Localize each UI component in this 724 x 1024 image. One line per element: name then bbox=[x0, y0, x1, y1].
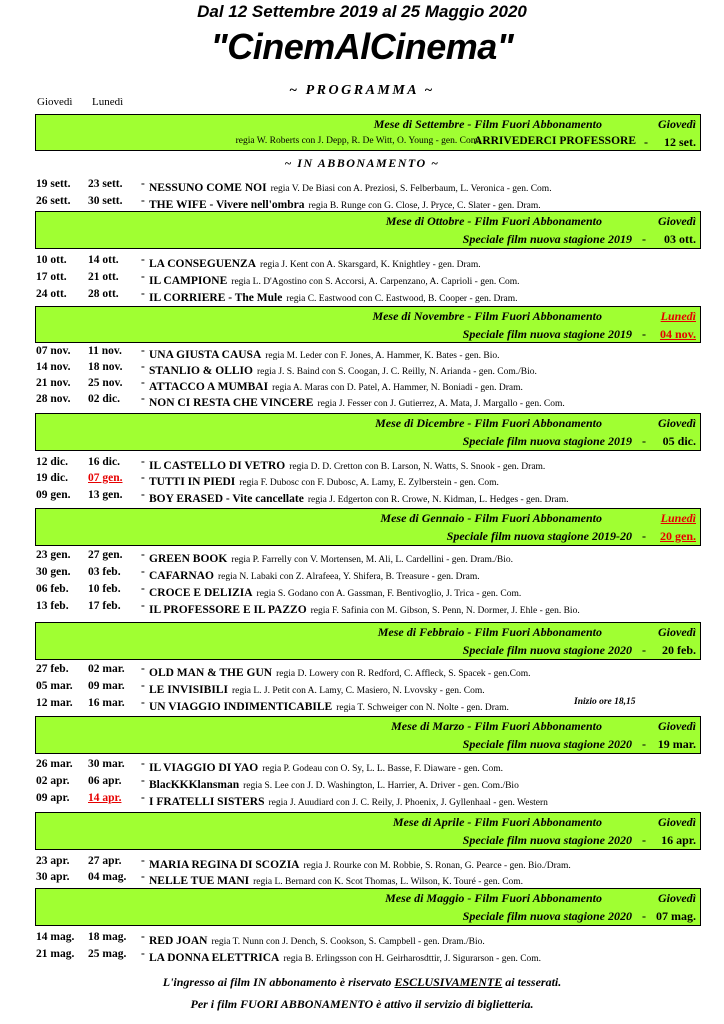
lunedi-date: 30 sett. bbox=[88, 195, 123, 207]
film-title: CAFARNAO bbox=[149, 570, 214, 582]
row-separator: - bbox=[141, 680, 145, 692]
month-speciale: Speciale film nuova stagione 2019 bbox=[462, 327, 632, 341]
month-day: Giovedì bbox=[658, 214, 696, 228]
row-separator: - bbox=[141, 288, 145, 300]
month-heading: Mese di Febbraio - Film Fuori Abbonamento bbox=[377, 625, 602, 639]
lunedi-date: 04 mag. bbox=[88, 871, 127, 883]
film-entry bbox=[149, 931, 485, 949]
row-separator: - bbox=[141, 549, 145, 561]
row-separator: - bbox=[141, 697, 145, 709]
month-speciale: Speciale film nuova stagione 2020 bbox=[462, 643, 632, 657]
giovedi-date: 10 ott. bbox=[36, 254, 67, 266]
film-detail: regia J. S. Baind con S. Coogan, J. C. Reilly, N. Arianda - gen. Com./Bio. bbox=[256, 367, 537, 377]
film-title: TUTTI IN PIEDI bbox=[149, 476, 236, 488]
film-detail: regia J. Rourke con M. Robbie, S. Ronan, G. Pearce - gen. Bio./Dram. bbox=[303, 861, 571, 871]
row-separator: - bbox=[141, 663, 145, 675]
month-speciale: Speciale film nuova stagione 2019 bbox=[462, 232, 632, 246]
lunedi-date: 27 apr. bbox=[88, 855, 122, 867]
film-detail: regia A. Maras con D. Patel, A. Hammer, N. Boniadi - gen. Dram. bbox=[272, 383, 523, 393]
film-title: ATTACCO A MUMBAI bbox=[149, 381, 269, 393]
lunedi-date: 11 nov. bbox=[88, 345, 122, 357]
film-title: NON CI RESTA CHE VINCERE bbox=[149, 397, 314, 409]
film-title: UNA GIUSTA CAUSA bbox=[149, 349, 262, 361]
giovedi-date: 24 ott. bbox=[36, 288, 67, 300]
row-separator: - bbox=[141, 775, 145, 787]
month-date: 19 mar. bbox=[657, 737, 696, 751]
lunedi-date: 14 ott. bbox=[88, 254, 119, 266]
month-separator: - bbox=[642, 737, 646, 751]
month-date: 04 nov. bbox=[659, 327, 696, 341]
row-separator: - bbox=[141, 472, 145, 484]
film-title: I FRATELLI SISTERS bbox=[149, 796, 265, 808]
month-day: Lunedì bbox=[660, 511, 696, 525]
film-entry bbox=[149, 566, 480, 584]
month-day: Giovedì bbox=[658, 416, 696, 430]
row-separator: - bbox=[141, 456, 145, 468]
footer-emphasis: ESCLUSIVAMENTE bbox=[394, 975, 503, 989]
film-entry bbox=[149, 254, 481, 272]
giovedi-date: 14 nov. bbox=[36, 361, 71, 373]
row-separator: - bbox=[141, 393, 145, 405]
giovedi-date: 12 mar. bbox=[36, 697, 73, 709]
film-detail: regia F. Safinia con M. Gibson, S. Penn, N. Dormer, J. Ehle - gen. Bio. bbox=[310, 606, 580, 616]
month-box-gennaio bbox=[35, 508, 701, 546]
month-film-title: ARRIVEDERCI PROFESSORE bbox=[474, 135, 636, 147]
film-entry bbox=[149, 178, 552, 196]
month-heading: Mese di Maggio - Film Fuori Abbonamento bbox=[385, 891, 602, 905]
footer-text: L'ingresso ai film IN abbonamento è riservato bbox=[162, 975, 392, 989]
film-title: UN VIAGGIO INDIMENTICABILE bbox=[149, 701, 333, 713]
month-date: 07 mag. bbox=[656, 909, 696, 923]
film-entry bbox=[149, 871, 523, 889]
giovedi-date: 21 nov. bbox=[36, 377, 71, 389]
lunedi-date: 02 dic. bbox=[88, 393, 120, 405]
film-detail: regia S. Godano con A. Gassman, F. Bentivoglio, J. Trica - gen. Com. bbox=[256, 589, 522, 599]
month-speciale: Speciale film nuova stagione 2019 bbox=[462, 434, 632, 448]
giovedi-date: 23 apr. bbox=[36, 855, 70, 867]
film-title: IL CORRIERE - The Mule bbox=[149, 292, 283, 304]
film-detail: regia P. Farrelly con V. Mortensen, M. Ali, L. Cardellini - gen. Dram./Bio. bbox=[231, 555, 513, 565]
lunedi-date: 18 mag. bbox=[88, 931, 127, 943]
film-detail: regia B. Runge con G. Close, J. Pryce, C. Slater - gen. Dram. bbox=[308, 201, 541, 211]
giovedi-date: 23 gen. bbox=[36, 549, 71, 561]
month-box-febbraio bbox=[35, 622, 701, 660]
giovedi-date: 06 feb. bbox=[36, 583, 69, 595]
film-title: RED JOAN bbox=[149, 935, 208, 947]
giovedi-date: 05 mar. bbox=[36, 680, 73, 692]
film-title: IL VIAGGIO DI YAO bbox=[149, 762, 259, 774]
film-entry bbox=[149, 489, 568, 507]
film-entry bbox=[149, 663, 531, 681]
giovedi-date: 09 apr. bbox=[36, 792, 70, 804]
film-detail: regia B. Erlingsson con H. Geirharosdttir, J. Sigurarson - gen. Com. bbox=[283, 954, 542, 964]
row-separator: - bbox=[141, 792, 145, 804]
giovedi-date: 09 gen. bbox=[36, 489, 71, 501]
film-entry bbox=[149, 758, 503, 776]
row-separator: - bbox=[141, 566, 145, 578]
film-title: IL CAMPIONE bbox=[149, 275, 228, 287]
film-title: GREEN BOOK bbox=[149, 553, 228, 565]
row-separator: - bbox=[141, 254, 145, 266]
giovedi-date: 27 feb. bbox=[36, 663, 69, 675]
month-box-maggio bbox=[35, 888, 701, 926]
footer-note-biglietteria: Per i film FUORI ABBONAMENTO è attivo il servizio di biglietteria. bbox=[190, 997, 534, 1011]
column-header-giovedi: Giovedì bbox=[37, 96, 73, 108]
film-detail: regia S. Lee con J. D. Washington, L. Harrier, A. Driver - gen. Com./Bio bbox=[243, 781, 519, 791]
month-speciale: Speciale film nuova stagione 2020 bbox=[462, 737, 632, 751]
lunedi-date: 07 gen. bbox=[88, 472, 123, 484]
film-detail: regia T. Nunn con J. Dench, S. Cookson, S. Campbell - gen. Dram./Bio. bbox=[211, 937, 485, 947]
film-entry bbox=[149, 697, 509, 715]
lunedi-date: 23 sett. bbox=[88, 178, 123, 190]
film-title: NESSUNO COME NOI bbox=[149, 182, 267, 194]
film-entry bbox=[149, 792, 548, 810]
row-separator: - bbox=[141, 377, 145, 389]
month-separator: - bbox=[642, 327, 646, 341]
month-speciale: Speciale film nuova stagione 2019-20 bbox=[446, 529, 632, 543]
film-title: BOY ERASED - Vite cancellate bbox=[149, 493, 304, 505]
month-heading: Mese di Gennaio - Film Fuori Abbonamento bbox=[380, 511, 602, 525]
giovedi-date: 21 mag. bbox=[36, 948, 75, 960]
giovedi-date: 13 feb. bbox=[36, 600, 69, 612]
film-entry bbox=[149, 549, 513, 567]
film-detail: regia D. D. Cretton con B. Larson, N. Watts, S. Snook - gen. Dram. bbox=[289, 462, 546, 472]
row-separator: - bbox=[141, 931, 145, 943]
row-separator: - bbox=[141, 195, 145, 207]
film-detail: regia J. Auudiard con J. C. Reily, J. Phoenix, J. Gyllenhaal - gen. Western bbox=[268, 798, 548, 808]
month-day: Giovedì bbox=[658, 815, 696, 829]
month-separator: - bbox=[642, 434, 646, 448]
row-separator: - bbox=[141, 489, 145, 501]
abbonamento-heading: ~ IN ABBONAMENTO ~ bbox=[284, 156, 440, 170]
film-entry bbox=[149, 600, 580, 618]
film-detail: regia V. De Biasi con A. Preziosi, S. Felberbaum, L. Veronica - gen. Com. bbox=[270, 184, 552, 194]
row-separator: - bbox=[141, 583, 145, 595]
film-detail: regia J. Kent con A. Skarsgard, K. Knightley - gen. Dram. bbox=[260, 260, 481, 270]
giovedi-date: 17 ott. bbox=[36, 271, 67, 283]
month-separator: - bbox=[642, 909, 646, 923]
page-title: "CinemAlCinema" bbox=[210, 26, 514, 67]
row-separator: - bbox=[141, 871, 145, 883]
film-entry bbox=[149, 195, 541, 213]
giovedi-date: 28 nov. bbox=[36, 393, 71, 405]
month-speciale: Speciale film nuova stagione 2020 bbox=[462, 833, 632, 847]
film-title: OLD MAN & THE GUN bbox=[149, 667, 273, 679]
film-entry bbox=[149, 775, 519, 793]
month-date: 20 feb. bbox=[662, 643, 696, 657]
month-date: 12 set. bbox=[664, 135, 696, 149]
month-heading: Mese di Marzo - Film Fuori Abbonamento bbox=[391, 719, 602, 733]
lunedi-date: 06 apr. bbox=[88, 775, 122, 787]
lunedi-date: 25 mag. bbox=[88, 948, 127, 960]
row-separator: - bbox=[141, 948, 145, 960]
month-box-novembre bbox=[35, 306, 701, 343]
month-day: Giovedì bbox=[658, 891, 696, 905]
lunedi-date: 10 feb. bbox=[88, 583, 121, 595]
month-separator: - bbox=[642, 643, 646, 657]
programma-heading: ~ PROGRAMMA ~ bbox=[289, 83, 435, 98]
lunedi-date: 21 ott. bbox=[88, 271, 119, 283]
lunedi-date: 28 ott. bbox=[88, 288, 119, 300]
giovedi-date: 14 mag. bbox=[36, 931, 75, 943]
month-box-ottobre bbox=[35, 211, 701, 249]
film-entry bbox=[149, 472, 499, 490]
lunedi-date: 25 nov. bbox=[88, 377, 123, 389]
film-title: IL CASTELLO DI VETRO bbox=[149, 460, 286, 472]
month-separator: - bbox=[642, 529, 646, 543]
month-day: Giovedì bbox=[658, 719, 696, 733]
film-detail: regia J. Edgerton con R. Crowe, N. Kidman, L. Hedges - gen. Dram. bbox=[307, 495, 569, 505]
film-title: LA CONSEGUENZA bbox=[149, 258, 257, 270]
month-film-detail: regia W. Roberts con J. Depp, R. De Witt, O. Young - gen. Com. - bbox=[235, 136, 486, 146]
lunedi-date: 03 feb. bbox=[88, 566, 121, 578]
row-separator: - bbox=[141, 361, 145, 373]
film-title: STANLIO & OLLIO bbox=[149, 365, 253, 377]
lunedi-date: 16 mar. bbox=[88, 697, 125, 709]
film-detail: regia L. J. Petit con A. Lamy, C. Masiero, N. Lvovsky - gen. Com. bbox=[231, 686, 485, 696]
film-detail: regia P. Godeau con O. Sy, L. L. Basse, F. Diaware - gen. Com. bbox=[262, 764, 504, 774]
lunedi-date: 27 gen. bbox=[88, 549, 123, 561]
month-heading: Mese di Settembre - Film Fuori Abbonamento bbox=[373, 117, 602, 131]
giovedi-date: 26 mar. bbox=[36, 758, 73, 770]
month-heading: Mese di Dicembre - Film Fuori Abbonamento bbox=[375, 416, 602, 430]
month-separator: - bbox=[642, 833, 646, 847]
film-detail: regia J. Fesser con J. Gutierrez, A. Mata, J. Margallo - gen. Com. bbox=[317, 399, 565, 409]
film-title: NELLE TUE MANI bbox=[149, 875, 250, 887]
film-detail: regia C. Eastwood con C. Eastwood, B. Cooper - gen. Dram. bbox=[286, 294, 518, 304]
giovedi-date: 30 apr. bbox=[36, 871, 70, 883]
row-separator: - bbox=[141, 855, 145, 867]
lunedi-date: 13 gen. bbox=[88, 489, 123, 501]
film-title: LE INVISIBILI bbox=[149, 684, 228, 696]
lunedi-date: 17 feb. bbox=[88, 600, 121, 612]
month-day: Giovedì bbox=[658, 625, 696, 639]
month-day: Lunedì bbox=[660, 309, 696, 323]
giovedi-date: 07 nov. bbox=[36, 345, 71, 357]
lunedi-date: 18 nov. bbox=[88, 361, 123, 373]
row-separator: - bbox=[141, 178, 145, 190]
giovedi-date: 30 gen. bbox=[36, 566, 71, 578]
column-header-lunedi: Lunedì bbox=[92, 96, 124, 108]
giovedi-date: 12 dic. bbox=[36, 456, 68, 468]
month-box-dicembre bbox=[35, 413, 701, 451]
film-title: MARIA REGINA DI SCOZIA bbox=[149, 859, 300, 871]
row-separator: - bbox=[141, 600, 145, 612]
film-detail: regia L. Bernard con K. Scot Thomas, L. Wilson, K. Touré - gen. Com. bbox=[253, 877, 524, 887]
lunedi-date: 30 mar. bbox=[88, 758, 125, 770]
month-heading: Mese di Aprile - Film Fuori Abbonamento bbox=[392, 815, 602, 829]
film-title: CROCE E DELIZIA bbox=[149, 587, 253, 599]
month-heading: Mese di Ottobre - Film Fuori Abbonamento bbox=[385, 214, 602, 228]
month-date: 16 apr. bbox=[661, 833, 696, 847]
film-start-note: Inizio ore 18,15 bbox=[574, 697, 636, 707]
film-entry bbox=[149, 288, 517, 306]
month-date: 03 ott. bbox=[664, 232, 696, 246]
giovedi-date: 19 dic. bbox=[36, 472, 68, 484]
month-separator: - bbox=[644, 135, 648, 149]
footer-text: ai tesserati. bbox=[505, 975, 562, 989]
month-separator: - bbox=[642, 232, 646, 246]
month-box-aprile bbox=[35, 812, 701, 850]
lunedi-date: 02 mar. bbox=[88, 663, 125, 675]
film-detail: regia N. Labaki con Z. Alrafeea, Y. Shifera, B. Treasure - gen. Dram. bbox=[217, 572, 480, 582]
season-dates: Dal 12 Settembre 2019 al 25 Maggio 2020 bbox=[197, 2, 527, 21]
film-entry bbox=[149, 271, 520, 289]
film-title: LA DONNA ELETTRICA bbox=[149, 952, 280, 964]
film-detail: regia T. Schweiger con N. Nolte - gen. Dram. bbox=[336, 703, 509, 713]
month-box-marzo bbox=[35, 716, 701, 754]
film-title: BlacKKKlansman bbox=[149, 779, 240, 791]
month-box-settembre bbox=[35, 114, 701, 151]
lunedi-date: 09 mar. bbox=[88, 680, 125, 692]
month-date: 05 dic. bbox=[662, 434, 696, 448]
film-entry bbox=[149, 948, 541, 966]
month-day: Giovedì bbox=[658, 117, 696, 131]
month-speciale: Speciale film nuova stagione 2020 bbox=[462, 909, 632, 923]
film-entry bbox=[149, 583, 521, 601]
lunedi-date: 16 dic. bbox=[88, 456, 120, 468]
row-separator: - bbox=[141, 758, 145, 770]
film-entry bbox=[149, 393, 565, 411]
film-detail: regia D. Lowery con R. Redford, C. Affleck, S. Spacek - gen.Com. bbox=[276, 669, 531, 679]
film-detail: regia M. Leder con F. Jones, A. Hammer, K. Bates - gen. Bio. bbox=[265, 351, 500, 361]
footer-note-abbonamento bbox=[0, 975, 724, 990]
giovedi-date: 19 sett. bbox=[36, 178, 71, 190]
row-separator: - bbox=[141, 345, 145, 357]
film-title: IL PROFESSORE E IL PAZZO bbox=[149, 604, 307, 616]
film-detail: regia F. Dubosc con F. Dubosc, A. Lamy, E. Zylberstein - gen. Com. bbox=[239, 478, 499, 488]
film-detail: regia L. D'Agostino con S. Accorsi, A. Carpenzano, A. Caprioli - gen. Com. bbox=[231, 277, 520, 287]
month-heading: Mese di Novembre - Film Fuori Abbonamento bbox=[372, 309, 602, 323]
row-separator: - bbox=[141, 271, 145, 283]
film-title: THE WIFE - Vivere nell'ombra bbox=[149, 199, 305, 211]
month-date: 20 gen. bbox=[660, 529, 696, 543]
lunedi-date: 14 apr. bbox=[88, 792, 122, 804]
giovedi-date: 02 apr. bbox=[36, 775, 70, 787]
giovedi-date: 26 sett. bbox=[36, 195, 71, 207]
film-entry bbox=[149, 680, 485, 698]
